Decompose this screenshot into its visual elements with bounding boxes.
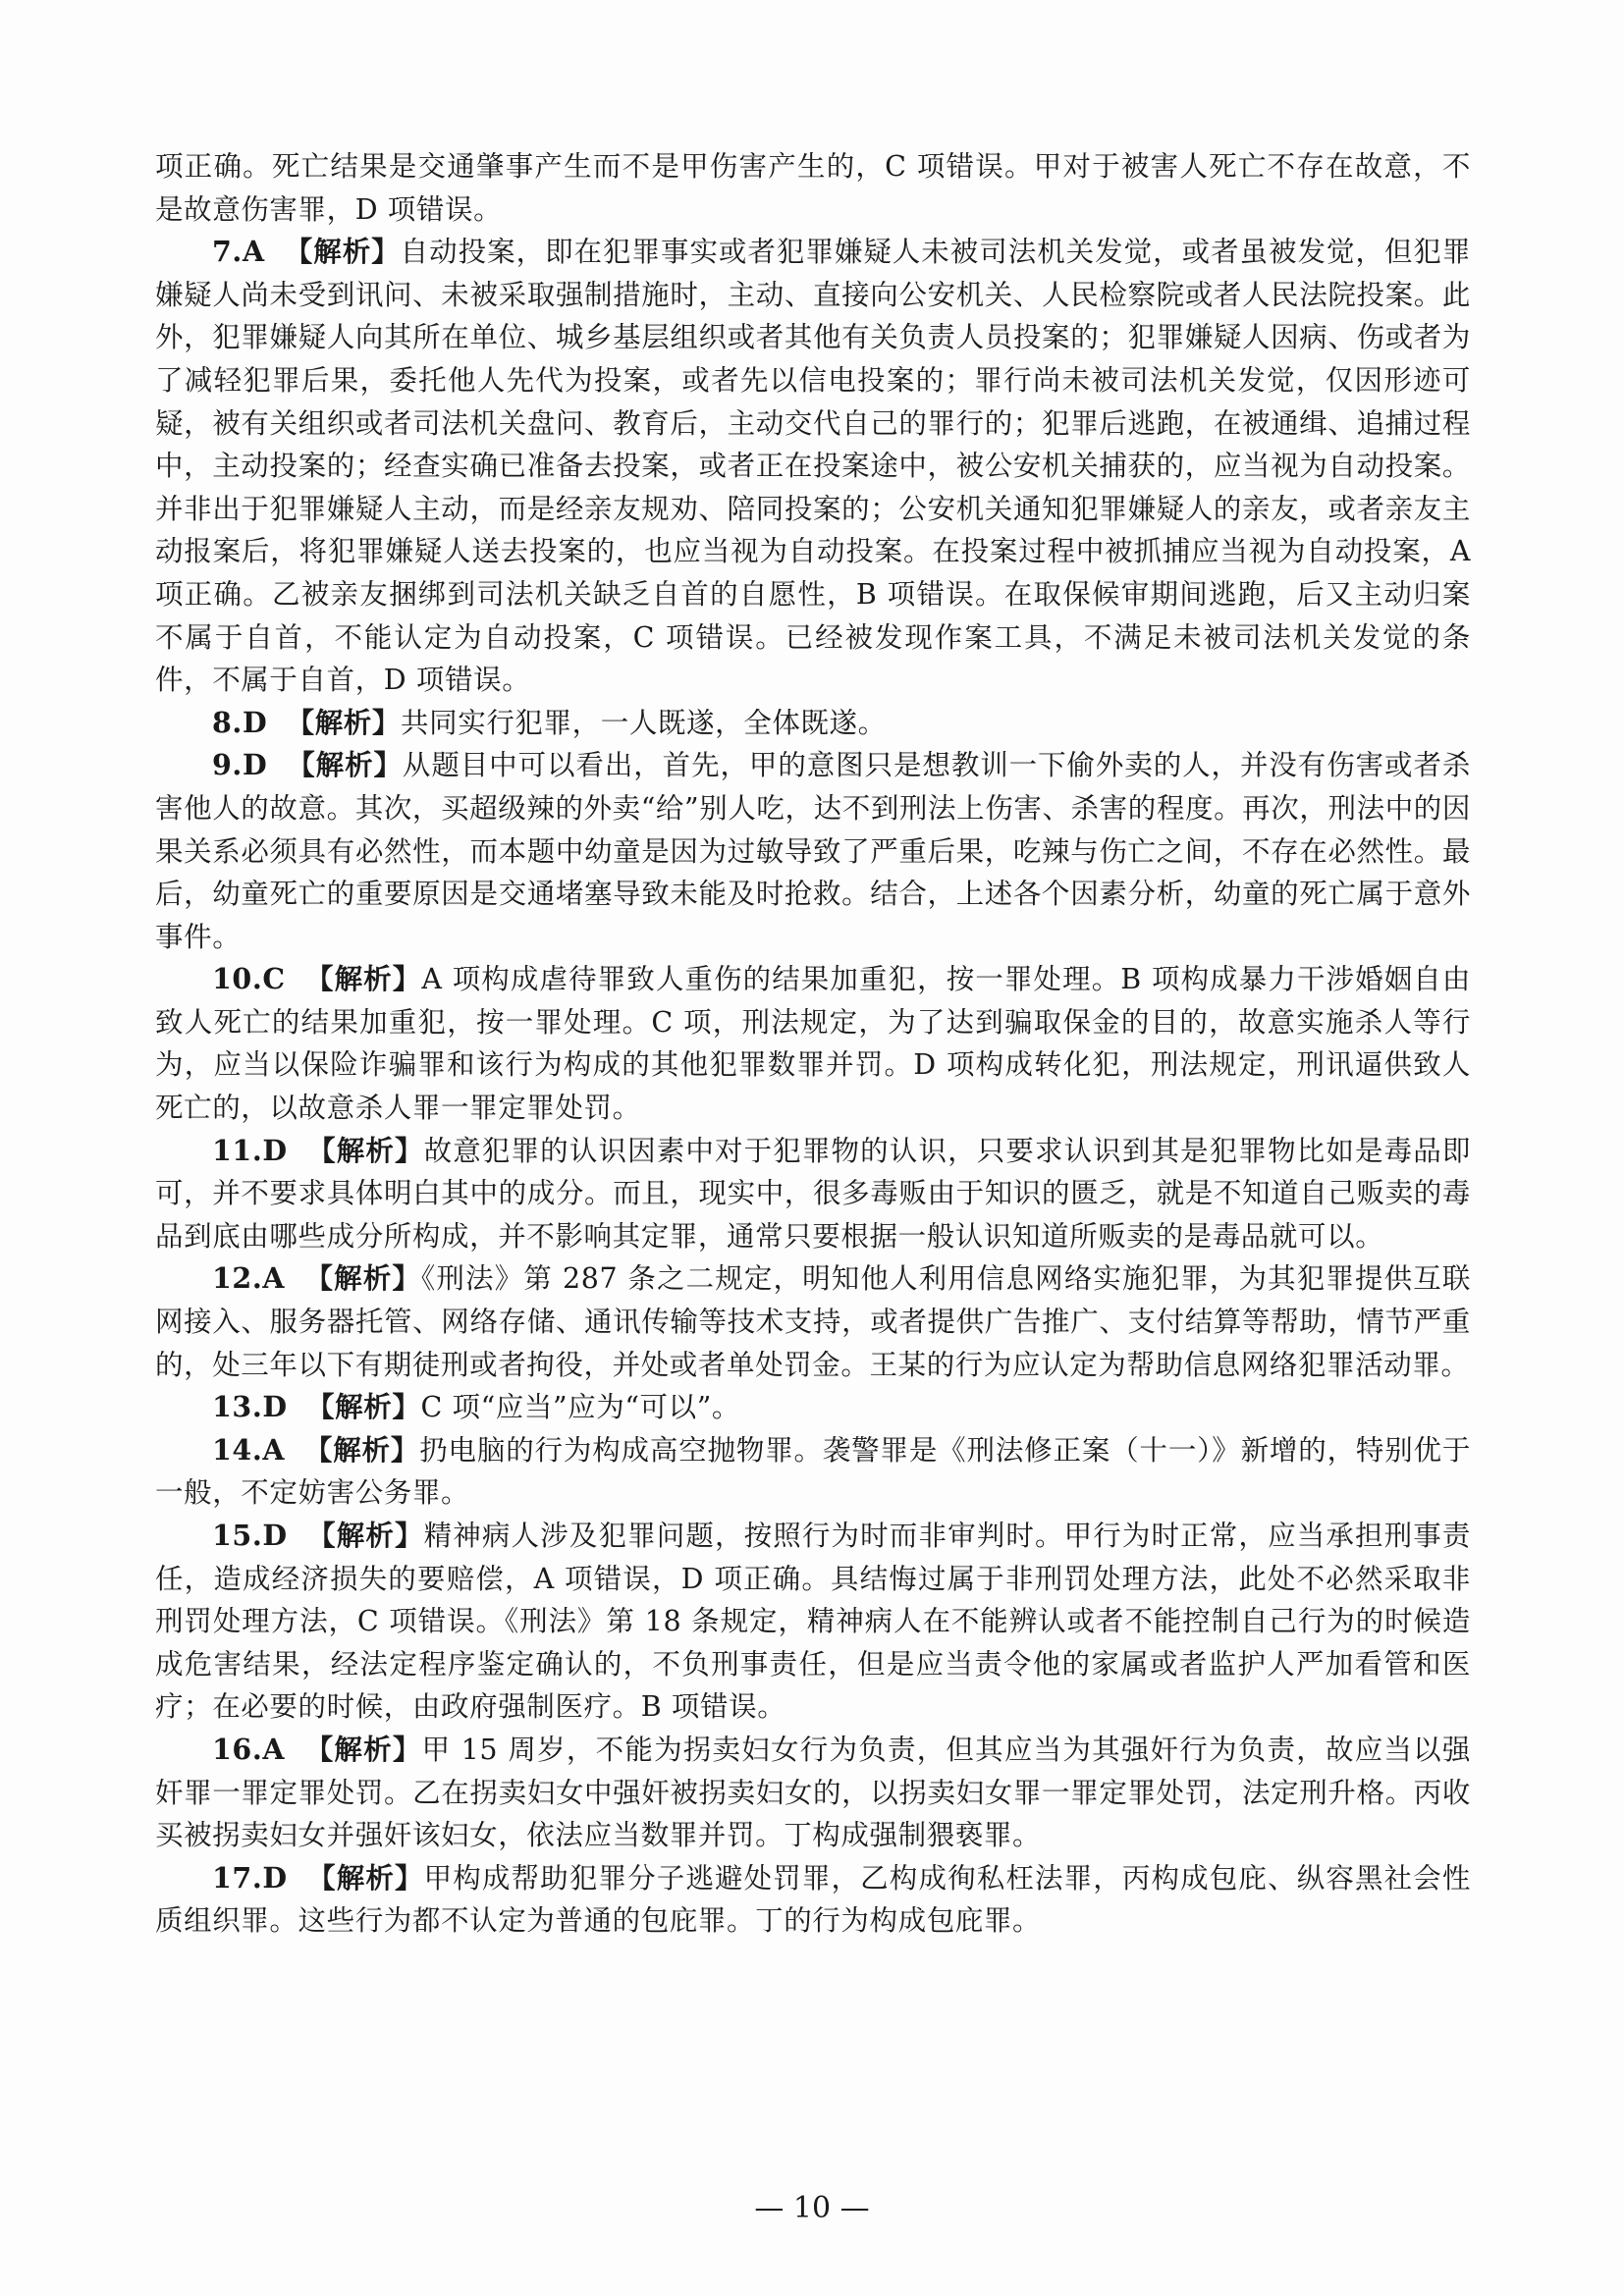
answer-number: 10.C: [212, 962, 286, 996]
answer-number: 7.A: [212, 235, 265, 269]
paragraph-text: 精神病人涉及犯罪问题，按照行为时而非审判时。甲行为时正常，应当承担刑事责任，造成经济损失的要赔偿，A 项错误，D 项正确。具结悔过属于非刑罚处理方法，此处不必然采取非刑罚处理方法，C 项错误。《刑法》第 18 条规定，精神病人在不能辨认或者不能控制自己行为的时候造成危害结果，经法定程序鉴定确认的，不负刑事责任，但是应当责令他的家属或者监护人严加看管和医疗；在必要的时候，由政府强制医疗。B 项错误。: [155, 1520, 1471, 1724]
analysis-label: 【解析】: [303, 1433, 420, 1467]
page-number: — 10 —: [754, 2191, 870, 2225]
answer-17: [155, 1857, 1471, 1943]
answer-number: 9.D: [212, 748, 268, 782]
analysis-label: 【解析】: [287, 749, 403, 782]
answer-number: 16.A: [212, 1732, 286, 1766]
paragraph-text: 共同实行犯罪，一人既遂，全体既遂。: [401, 706, 887, 739]
answer-number: 13.D: [212, 1390, 288, 1424]
answer-number: 12.A: [212, 1261, 286, 1296]
answer-10: [155, 958, 1471, 1129]
answer-8: [155, 702, 1471, 745]
paragraph-text: 甲构成帮助犯罪分子逃避处罚罪，乙构成徇私枉法罪，丙构成包庇、纵容黑社会性质组织罪。这些行为都不认定为普通的包庇罪。丁的行为构成包庇罪。: [155, 1861, 1471, 1938]
paragraph-text: 从题目中可以看出，首先，甲的意图只是想教训一下偷外卖的人，并没有伤害或者杀害他人的故意。其次，买超级辣的外卖“给”别人吃，达不到刑法上伤害、杀害的程度。再次，刑法中的因果关系必须具有必然性，而本题中幼童是因为过敏导致了严重后果，吃辣与伤亡之间，不存在必然性。最后，幼童死亡的重要原因是交通堵塞导致未能及时抢救。结合，上述各个因素分析，幼童的死亡属于意外事件。: [155, 749, 1471, 953]
analysis-label: 【解析】: [304, 1733, 422, 1766]
paragraph-text: A 项构成虐待罪致人重伤的结果加重犯，按一罪处理。B 项构成暴力干涉婚姻自由致人死亡的结果加重犯，按一罪处理。C 项，刑法规定，为了达到骗取保金的目的，故意实施杀人等行为，应当以保险诈骗罪和该行为构成的其他犯罪数罪并罚。D 项构成转化犯，刑法规定，刑讯逼供致人死亡的，以故意杀人罪一罪定罪处罚。: [155, 963, 1471, 1125]
answer-12: [155, 1257, 1471, 1386]
answer-14: [155, 1429, 1471, 1515]
analysis-label: 【解析】: [284, 236, 401, 269]
analysis-label: 【解析】: [304, 963, 422, 996]
paragraph-text: 自动投案，即在犯罪事实或者犯罪嫌疑人未被司法机关发觉，或者虽被发觉，但犯罪嫌疑人尚未受到讯问、未被采取强制措施时，主动、直接向公安机关、人民检察院或者人民法院投案。此外，犯罪嫌疑人向其所在单位、城乡基层组织或者其他有关负责人员投案的；犯罪嫌疑人因病、伤或者为了减轻犯罪后果，委托他人先代为投案，或者先以信电投案的；罪行尚未被司法机关发觉，仅因形迹可疑，被有关组织或者司法机关盘问、教育后，主动交代自己的罪行的；犯罪后逃跑，在被通缉、追捕过程中，主动投案的；经查实确已准备去投案，或者正在投案途中，被公安机关捕获的，应当视为自动投案。并非出于犯罪嫌疑人主动，而是经亲友规劝、陪同投案的；公安机关通知犯罪嫌疑人的亲友，或者亲友主动报案后，将犯罪嫌疑人送去投案的，也应当视为自动投案。在投案过程中被抓捕应当视为自动投案，A 项正确。乙被亲友捆绑到司法机关缺乏自首的自愿性，B 项错误。在取保候审期间逃跑，后又主动归案不属于自首，不能认定为自动投案，C 项错误。已经被发现作案工具，不满足未被司法机关发觉的条件，不属于自首，D 项错误。: [155, 236, 1471, 697]
answer-number: 17.D: [212, 1860, 288, 1895]
analysis-label: 【解析】: [306, 1391, 421, 1424]
answer-15: [155, 1515, 1471, 1729]
paragraph-text: 故意犯罪的认识因素中对于犯罪物的认识，只要求认识到其是犯罪物比如是毒品即可，并不要求具体明白其中的成分。而且，现实中，很多毒贩由于知识的匮乏，就是不知道自己贩卖的毒品到底由哪些成分所构成，并不影响其定罪，通常只要根据一般认识知道所贩卖的是毒品就可以。: [155, 1134, 1471, 1253]
answer-number: 15.D: [212, 1519, 288, 1552]
answer-11: [155, 1130, 1471, 1258]
paragraph-text: 扔电脑的行为构成高空抛物罪。袭警罪是《刑法修正案（十一）》新增的，特别优于一般，不定妨害公务罪。: [155, 1433, 1471, 1510]
analysis-label: 【解析】: [307, 1520, 424, 1552]
answer-16: [155, 1729, 1471, 1857]
paragraph-continuation: [155, 145, 1471, 231]
analysis-label: 【解析】: [307, 1861, 424, 1895]
answer-number: 14.A: [212, 1432, 286, 1467]
answer-number: 8.D: [212, 705, 268, 739]
answer-7: [155, 231, 1471, 702]
analysis-label: 【解析】: [286, 706, 402, 739]
analysis-label: 【解析】: [307, 1134, 424, 1167]
paragraph-text: 项正确。死亡结果是交通肇事产生而不是甲伤害产生的，C 项错误。甲对于被害人死亡不存在故意，不是故意伤害罪，D 项错误。: [155, 150, 1471, 226]
paragraph-text: C 项“应当”应为“可以”。: [420, 1391, 740, 1424]
analysis-label: 【解析】: [304, 1262, 421, 1296]
answer-number: 11.D: [212, 1133, 288, 1167]
answer-9: [155, 744, 1471, 958]
paragraph-text: 《刑法》第 287 条之二规定，明知他人利用信息网络实施犯罪，为其犯罪提供互联网接入、服务器托管、网络存储、通讯传输等技术支持，或者提供广告推广、支付结算等帮助，情节严重的，处三年以下有期徒刑或者拘役，并处或者单处罚金。王某的行为应认定为帮助信息网络犯罪活动罪。: [155, 1262, 1471, 1381]
document-body: [155, 145, 1471, 1943]
answer-13: [155, 1386, 1471, 1429]
paragraph-text: 甲 15 周岁，不能为拐卖妇女行为负责，但其应当为其强奸行为负责，故应当以强奸罪一罪定罪处罚。乙在拐卖妇女中强奸被拐卖妇女的，以拐卖妇女罪一罪定罪处罚，法定刑升格。丙收买被拐卖妇女并强奸该妇女，依法应当数罪并罚。丁构成强制猥亵罪。: [155, 1733, 1471, 1852]
